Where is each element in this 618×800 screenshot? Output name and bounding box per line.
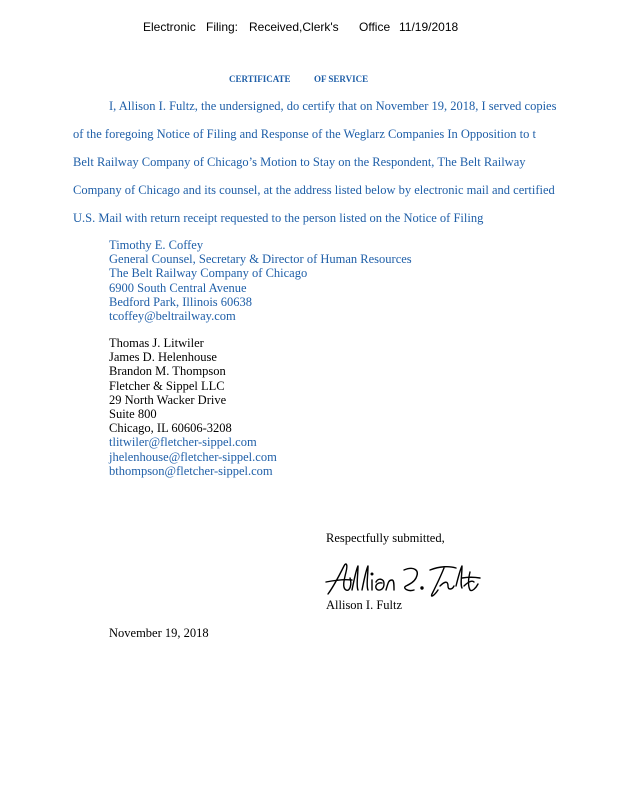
closing-text: Respectfully submitted, xyxy=(326,531,445,545)
body-line-2: of the foregoing Notice of Filing and Response of the Weglarz Companies In Opposition to t xyxy=(73,127,536,141)
email-link[interactable]: jhelenhouse@fletcher-sippel.com xyxy=(109,449,277,464)
header-office: Office xyxy=(359,20,391,34)
header-electronic: Electronic xyxy=(143,20,196,34)
address-line: The Belt Railway Company of Chicago xyxy=(109,266,308,281)
recipient-block-coffey xyxy=(109,238,412,323)
address-line: Chicago, IL 60606-3208 xyxy=(109,421,232,436)
address-line: Bedford Park, Illinois 60638 xyxy=(109,294,253,309)
address-line: Brandon M. Thompson xyxy=(109,364,226,379)
body-line-3: Belt Railway Company of Chicago’s Motion to Stay on the Respondent, The Belt Railway xyxy=(73,155,526,169)
body-line-5: U.S. Mail with return receipt requested to the person listed on the Notice of Filing xyxy=(73,211,484,225)
email-link[interactable]: bthompson@fletcher-sippel.com xyxy=(109,463,273,478)
email-link[interactable]: tcoffey@beltrailway.com xyxy=(109,308,236,323)
address-line: General Counsel, Secretary & Director of Human Resources xyxy=(109,252,412,267)
signature-date: November 19, 2018 xyxy=(109,626,209,640)
address-line: Timothy E. Coffey xyxy=(109,238,204,252)
header-filing: Filing: xyxy=(206,20,239,34)
header-date: 11/19/2018 xyxy=(399,20,459,34)
address-line: Thomas J. Litwiler xyxy=(109,336,204,350)
handwritten-signature xyxy=(322,556,492,600)
email-link[interactable]: tlitwiler@fletcher-sippel.com xyxy=(109,435,257,450)
title-of-service: OF SERVICE xyxy=(314,74,369,84)
signer-name: Allison I. Fultz xyxy=(326,598,403,612)
body-line-4: Company of Chicago and its counsel, at the address listed below by electronic mail and certified xyxy=(73,183,555,197)
header-received: Received,Clerk's xyxy=(249,20,339,34)
address-line: 29 North Wacker Drive xyxy=(109,392,227,407)
title-certificate: CERTIFICATE xyxy=(229,74,291,84)
address-line: James D. Helenhouse xyxy=(109,350,217,365)
address-line: Fletcher & Sippel LLC xyxy=(109,378,225,393)
address-line: 6900 South Central Avenue xyxy=(109,280,247,295)
body-line-1: I, Allison I. Fultz, the undersigned, do certify that on November 19, 2018, I served copies xyxy=(109,99,557,113)
address-line: Suite 800 xyxy=(109,406,157,421)
recipient-block-fletcher-sippel xyxy=(109,336,277,478)
